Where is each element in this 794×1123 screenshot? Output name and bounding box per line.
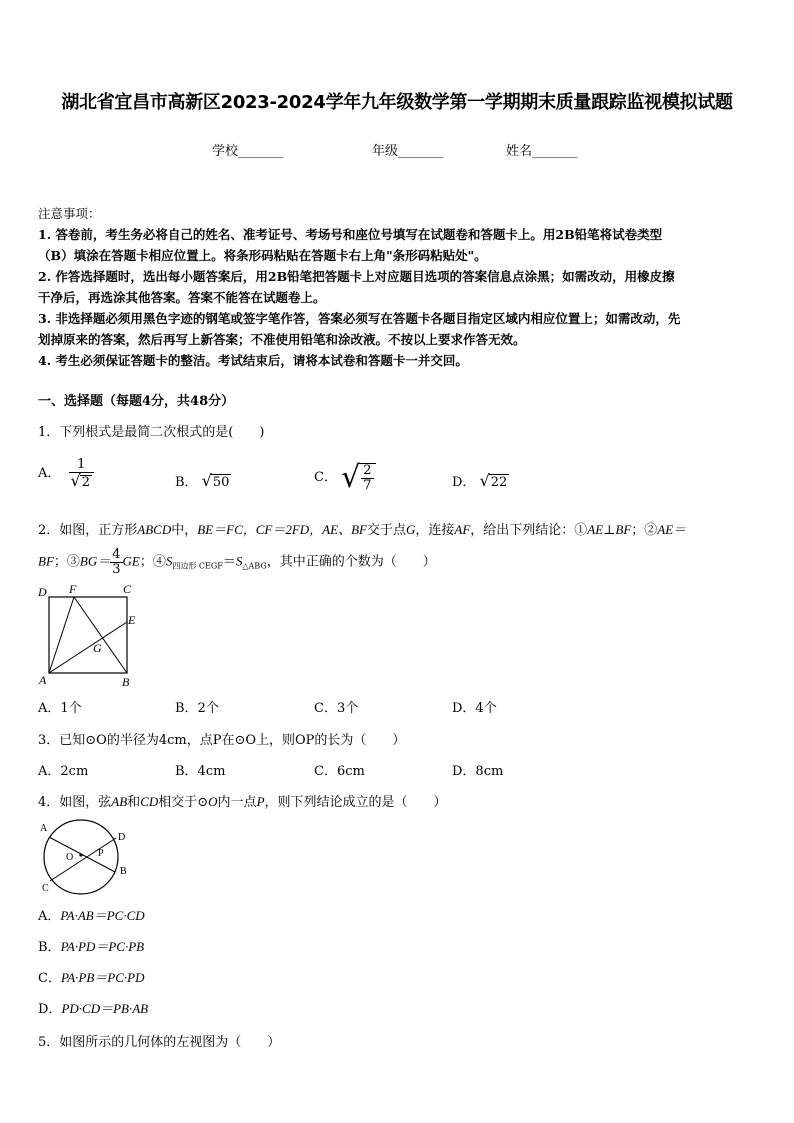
q1-option-a[interactable] [38, 458, 94, 489]
q1-option-d-label: D． [452, 475, 476, 490]
notice-line: 3. 非选择题必须用黑色字迹的钢笔或签字笔作答，答案必须写在答题卡各题目指定区域内相应位置上；如需改动，先 [38, 311, 681, 326]
q3-option-a[interactable]: A．2cm [38, 764, 89, 779]
chord-cd [50, 838, 116, 881]
label-a: A [39, 673, 47, 687]
fraction-numerator: 2 [363, 462, 372, 478]
question-4-stem: 4．如图，弦AB和CD相交于⊙O内一点P，则下列结论成立的是（ ） [38, 794, 447, 810]
center-dot [79, 853, 82, 856]
radical-sign: √ [479, 471, 490, 490]
grade-field: 年级_______ [372, 144, 444, 159]
label-b: B [122, 675, 130, 689]
notice-line: （B）填涂在答题卡相应位置上。将条形码粘贴在答题卡右上角"条形码粘贴处"。 [38, 248, 487, 263]
fraction-numerator: 1 [69, 458, 94, 473]
q4-option-a[interactable]: A．PA·AB＝PC·CD [38, 908, 145, 924]
q3-option-c[interactable]: C．6cm [314, 764, 365, 779]
q4-option-c[interactable]: C．PA·PB＝PC·PD [38, 970, 145, 986]
q2-square-figure [36, 580, 146, 690]
q1-option-a-fraction [69, 458, 94, 489]
radicand: 22 [490, 475, 508, 490]
notice-line: 2. 作答选择题时，选出每小题答案后，用2B铅笔把答题卡上对应题目选项的答案信息点涂黑；如需改动，用橡皮擦 [38, 269, 675, 284]
q1-option-b-label: B． [175, 475, 198, 490]
q1-option-d[interactable] [452, 471, 509, 490]
page-title: 湖北省宜昌市高新区2023-2024学年九年级数学第一学期期末质量跟踪监视模拟试题 [61, 92, 733, 113]
label-f: F [69, 582, 77, 596]
q1-option-c-fraction [359, 463, 375, 492]
notice-line: 4. 考生必须保证答题卡的整洁。考试结束后，请将本试卷和答题卡一并交回。 [38, 353, 468, 368]
segment-bf [74, 597, 127, 673]
radical-sign: √ [201, 471, 212, 490]
notice-heading: 注意事项： [38, 206, 101, 221]
notice-line: 干净后，再选涂其他答案。答案不能答在试题卷上。 [38, 290, 326, 305]
question-2-stem-line2: BF；③BG＝ $\frac{4}{3}$ GE；$④S_{四边形 CEGF}=S_{\triangle ABG}$，其中正确的个数为（ ） [38, 547, 436, 577]
notice-line: 1. 答卷前，考生务必将自己的姓名、准考证号、考场号和座位号填写在试题卷和答题卡上。用2B铅笔将试卷类型 [38, 227, 663, 242]
q1-option-c[interactable] [314, 460, 376, 495]
radicand: 50 [212, 475, 230, 490]
q4-option-d[interactable]: D．PD·CD＝PB·AB [38, 1001, 149, 1017]
label-c: C [123, 582, 132, 596]
q2-option-a[interactable]: A．1个 [38, 701, 82, 716]
notice-line: 划掉原来的答案，然后再写上新答案；不准使用铅笔和涂改液。不按以上要求作答无效。 [38, 332, 526, 347]
question-2-stem-line1: 2．如图，正方形ABCD中，BE＝FC，CF＝2FD，AE、BF交于点G，连接AF，给出下列结论：①AE⊥BF；②AE＝ [38, 522, 687, 538]
radical-sign: √ [70, 470, 81, 490]
label-c: C [42, 883, 49, 894]
label-d: D [38, 585, 47, 599]
label-b: B [120, 866, 127, 877]
circle-o [44, 820, 118, 894]
label-o: O [66, 852, 74, 863]
square-abcd [49, 597, 127, 673]
name-field: 姓名_______ [506, 144, 578, 159]
label-p: P [98, 848, 104, 859]
fraction-denominator: 7 [363, 477, 372, 493]
label-a: A [40, 823, 48, 834]
q2-option-b[interactable]: B．2个 [175, 701, 219, 716]
q2-option-d[interactable]: D．4个 [452, 701, 497, 716]
q1-option-b[interactable] [175, 471, 231, 490]
label-d: D [118, 832, 126, 843]
question-1-stem: 1．下列根式是最简二次根式的是( ) [38, 425, 265, 440]
school-field: 学校_______ [212, 144, 284, 159]
question-3-stem: 3．已知⊙O的半径为4cm，点P在⊙O上，则OP的长为（ ） [38, 733, 406, 748]
question-5-stem: 5．如图所示的几何体的左视图为（ ） [38, 1035, 281, 1050]
radicand: 2 [81, 474, 91, 490]
q3-option-d[interactable]: D．8cm [452, 764, 504, 779]
q4-option-b[interactable]: B．PA·PD＝PC·PB [38, 939, 145, 955]
q4-circle-figure [36, 818, 136, 896]
section-heading: 一、选择题（每题4分，共48分） [38, 394, 235, 409]
q1-option-c-label: C． [314, 470, 337, 485]
q2-option-c[interactable]: C．3个 [314, 701, 359, 716]
q1-option-a-label: A． [38, 466, 61, 482]
radical-sign: √ [341, 460, 361, 495]
segment-af [49, 597, 74, 673]
q3-option-b[interactable]: B．4cm [175, 764, 226, 779]
label-g: G [93, 641, 102, 655]
segment-ae [49, 622, 127, 673]
label-e: E [128, 613, 136, 627]
